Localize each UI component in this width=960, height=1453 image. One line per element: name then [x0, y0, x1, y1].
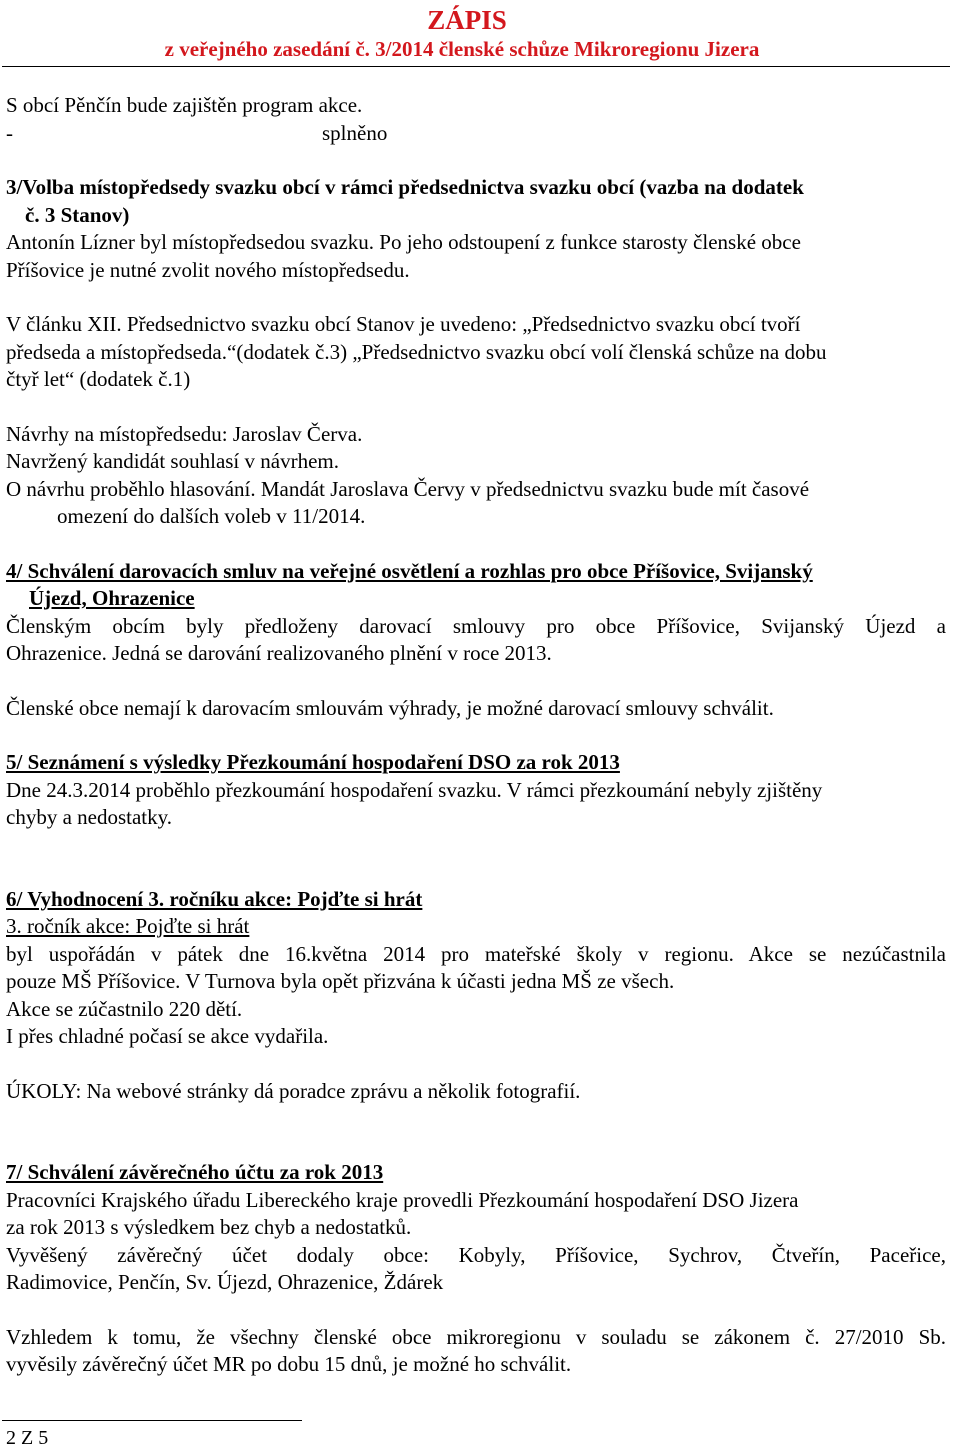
document-subtitle: z veřejného zasedání č. 3/2014 členské schůze Mikroregionu Jizera	[164, 37, 760, 61]
spacer	[6, 147, 946, 174]
done-dash: -	[6, 120, 13, 145]
section-3-paragraph: předseda a místopředseda.“(dodatek č.3) „Předsednictvo svazku obcí volí členská schůze na dobu	[6, 339, 827, 364]
section-5-paragraph: chyby a nedostatky.	[6, 805, 173, 829]
section-6-heading: 6/ Vyhodnocení 3. ročníku akce: Pojďte si hrát	[6, 886, 423, 911]
section-4-heading-cont: Újezd, Ohrazenice	[29, 586, 195, 610]
intro-line: S obcí Pěnčín bude zajištěn program akce.	[6, 93, 363, 117]
page-footer	[2, 1420, 302, 1453]
document-header	[0, 4, 960, 62]
section-5-heading: 5/ Seznámení s výsledky Přezkoumání hospodaření DSO za rok 2013	[6, 750, 620, 774]
spacer	[6, 1105, 946, 1159]
section-3-heading: 3/Volba místopředsedy svazku obcí v rámci předsednictva svazku obcí (vazba na dodatek	[6, 175, 804, 199]
document-title: ZÁPIS	[427, 5, 507, 35]
spacer	[6, 1051, 946, 1078]
section-6-subheading: 3. ročník akce: Pojďte si hrát	[6, 914, 250, 938]
section-3-paragraph: Navržený kandidát souhlasí v návrhem.	[6, 449, 339, 473]
section-7-paragraph: Vzhledem k tomu, že všechny členské obce mikroregionu v souladu se zákonem č. 27/2010 Sb.	[6, 1324, 946, 1349]
section-4-heading: 4/ Schválení darovacích smluv na veřejné osvětlení a rozhlas pro obce Příšovice, Svijanský	[6, 558, 813, 583]
spacer	[6, 668, 946, 695]
section-3-paragraph: Antonín Lízner byl místopředsedou svazku. Po jeho odstoupení z funkce starosty členské obce	[6, 230, 801, 254]
section-7-heading: 7/ Schválení závěrečného účtu za rok 2013	[6, 1160, 384, 1184]
page-number: 2 Z 5	[6, 1427, 49, 1449]
section-4-paragraph: Ohrazenice. Jedná se darování realizovaného plnění v roce 2013.	[6, 641, 552, 665]
done-status: splněno	[322, 120, 388, 145]
spacer	[6, 284, 946, 311]
section-3-heading-cont: č. 3 Stanov)	[25, 202, 130, 227]
spacer	[6, 832, 946, 886]
section-4-paragraph: Členské obce nemají k darovacím smlouvám výhrady, je možné darovací smlouvy schválit.	[6, 695, 774, 720]
section-5-paragraph: Dne 24.3.2014 proběhlo přezkoumání hospodaření svazku. V rámci přezkoumání nebyly zjištěny	[6, 777, 823, 802]
section-6-tasks: ÚKOLY: Na webové stránky dá poradce zprávu a několik fotografií.	[6, 1078, 581, 1103]
section-6-paragraph: pouze MŠ Příšovice. V Turnova byla opět přizvána k účasti jedna MŠ ze všech.	[6, 969, 675, 993]
section-3-paragraph: O návrhu proběhlo hlasování. Mandát Jaroslava Červy v předsednictvu svazku bude mít časové	[6, 476, 810, 501]
spacer	[6, 1297, 946, 1324]
spacer	[6, 394, 946, 421]
section-7-paragraph: vyvěsily závěrečný účet MR po dobu 15 dnů, je možné ho schválit.	[6, 1352, 572, 1376]
document-body	[6, 92, 946, 1379]
spacer	[6, 722, 946, 749]
section-7-paragraph: Radimovice, Penčín, Sv. Újezd, Ohrazenice, Ždárek	[6, 1270, 444, 1294]
done-line	[6, 120, 946, 148]
section-4-paragraph: Členským obcím byly předloženy darovací smlouvy pro obce Příšovice, Svijanský Újezd a	[6, 613, 946, 638]
section-7-paragraph: Vyvěšený závěrečný účet dodaly obce: Kobyly, Příšovice, Sychrov, Čtveřín, Paceřice,	[6, 1242, 946, 1267]
section-3-paragraph: čtyř let“ (dodatek č.1)	[6, 367, 191, 391]
section-3-paragraph: Návrhy na místopředsedu: Jaroslav Červa.	[6, 421, 363, 446]
section-3-paragraph: Příšovice je nutné zvolit nového místopředsedu.	[6, 257, 410, 282]
section-7-paragraph: za rok 2013 s výsledkem bez chyb a nedostatků.	[6, 1215, 412, 1239]
section-3-paragraph: V článku XII. Předsednictvo svazku obcí Stanov je uvedeno: „Předsednictvo svazku obcí tvoří	[6, 312, 801, 336]
section-3-paragraph: omezení do dalších voleb v 11/2014.	[57, 504, 366, 528]
section-6-paragraph: Akce se zúčastnilo 220 dětí.	[6, 996, 243, 1021]
section-6-paragraph: byl uspořádán v pátek dne 16.května 2014 pro mateřské školy v regionu. Akce se nezúčastnila	[6, 941, 946, 966]
section-7-paragraph: Pracovníci Krajského úřadu Libereckého kraje provedli Přezkoumání hospodaření DSO Jizera	[6, 1187, 799, 1212]
spacer	[6, 531, 946, 558]
section-6-paragraph: I přes chladné počasí se akce vydařila.	[6, 1024, 329, 1048]
header-divider	[2, 66, 950, 67]
